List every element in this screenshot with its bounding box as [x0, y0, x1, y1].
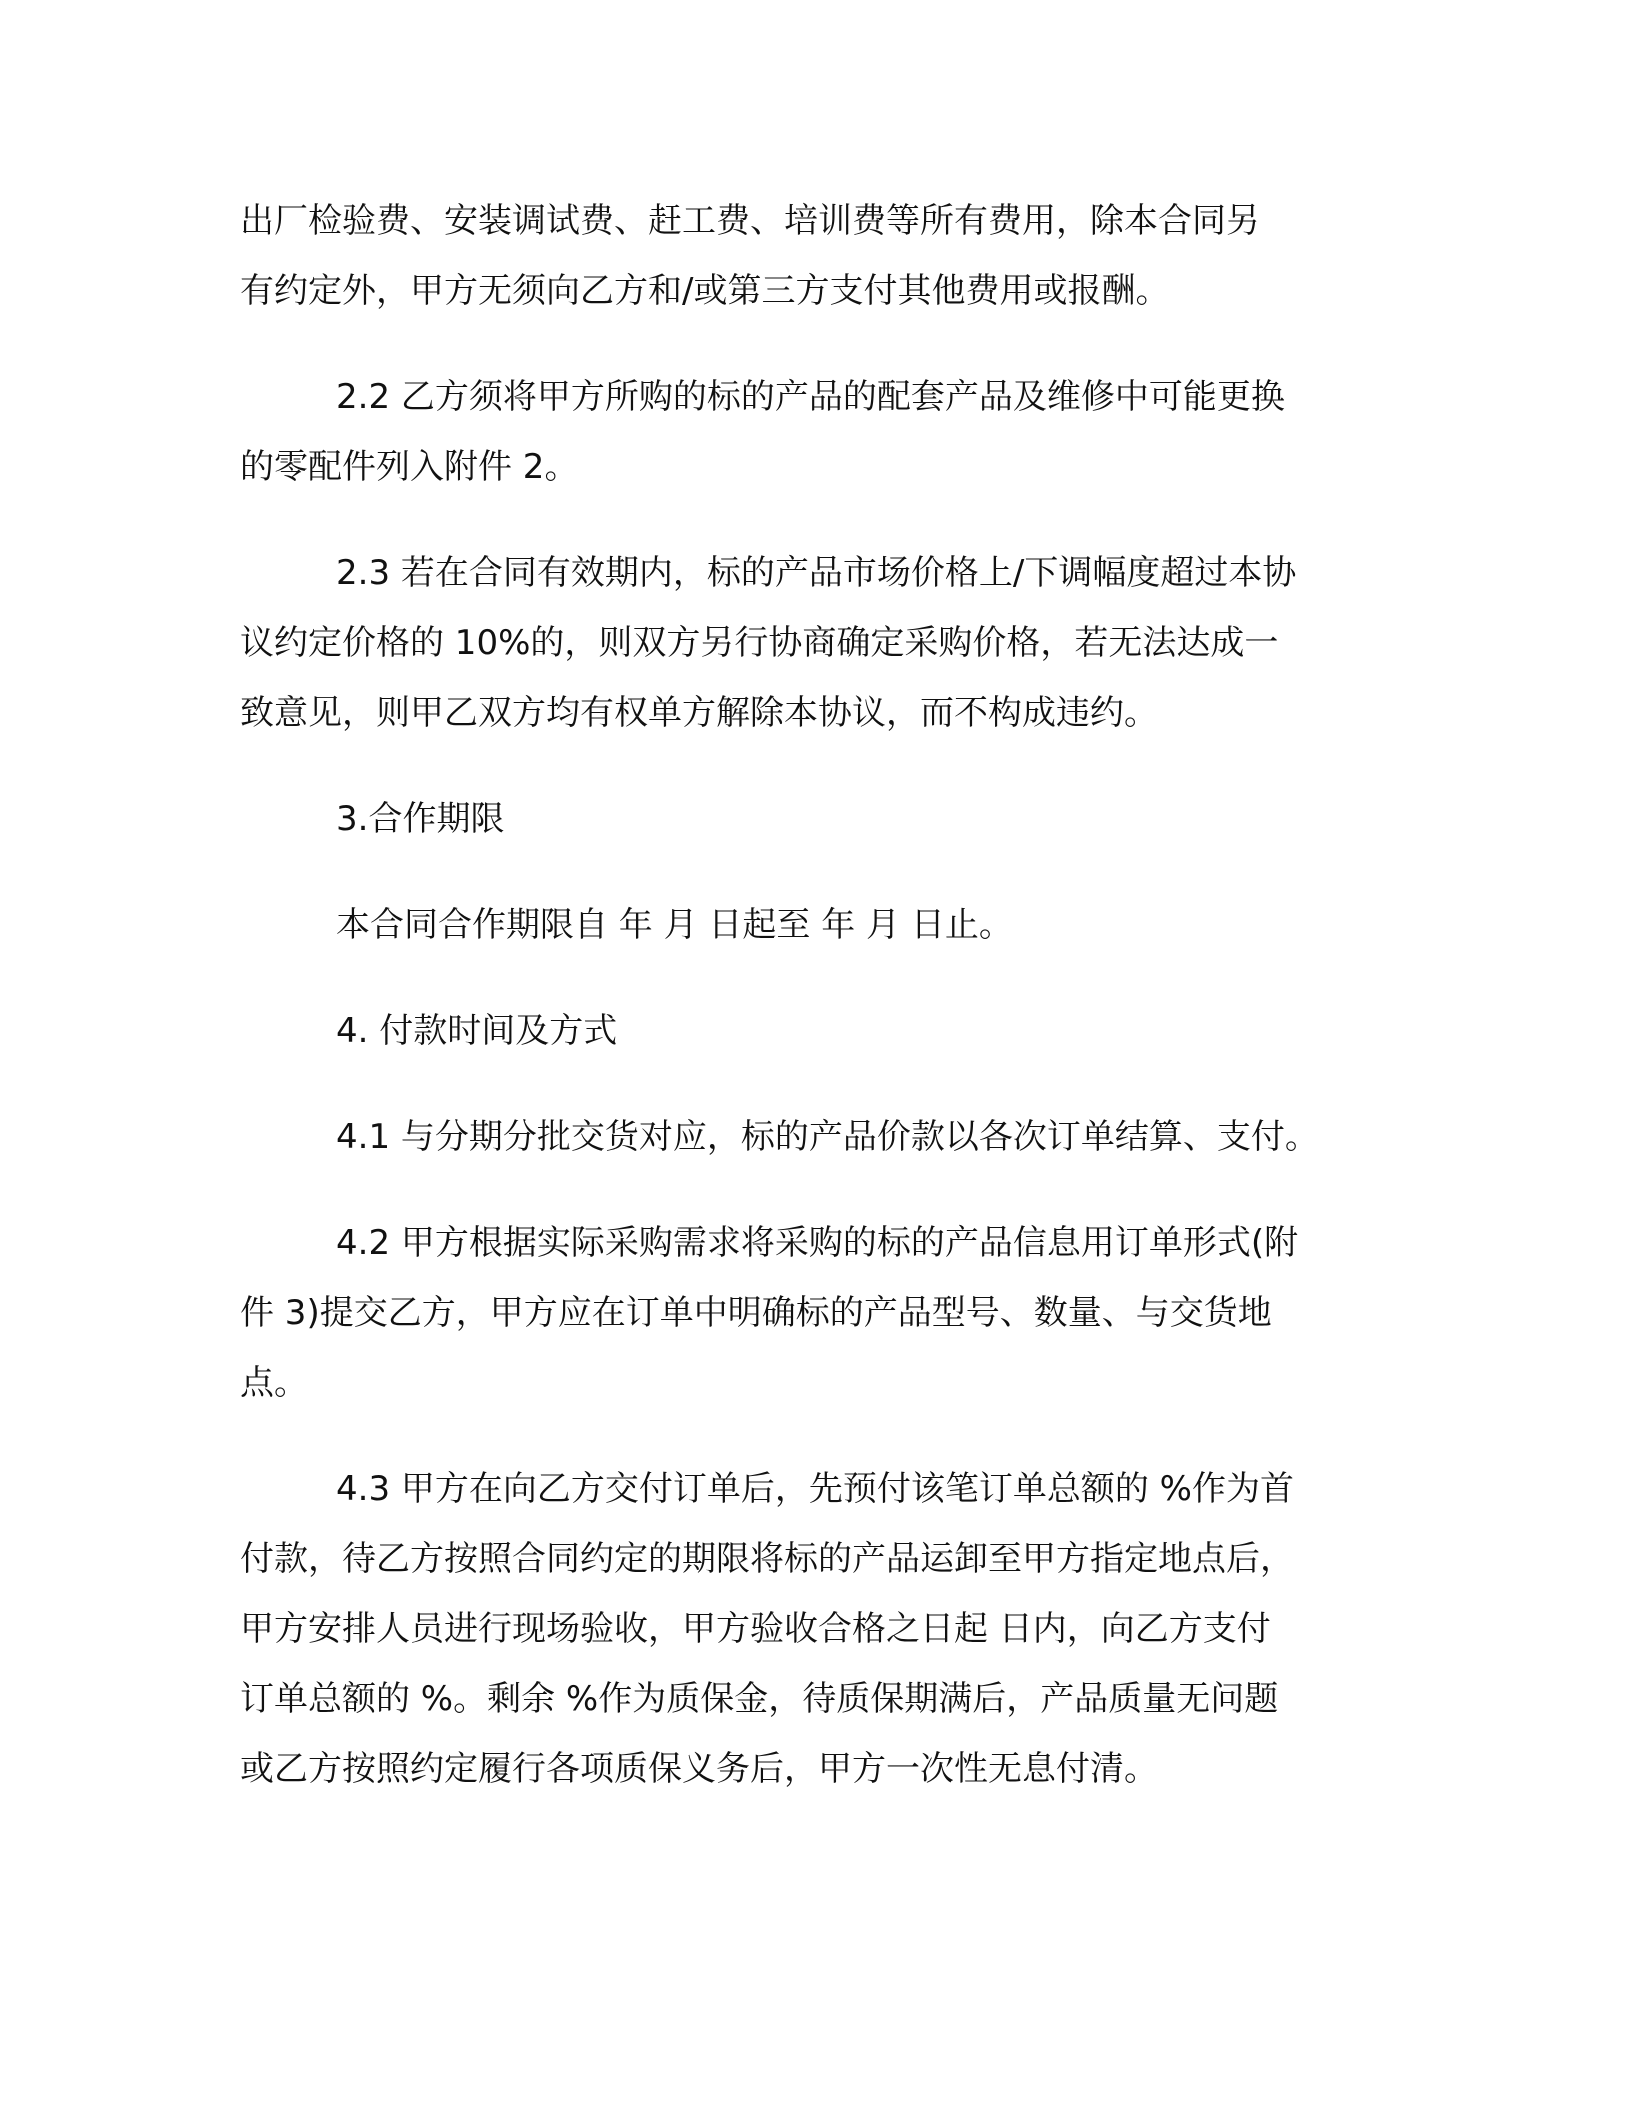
text-line: 2.2 乙方须将甲方所购的标的产品的配套产品及维修中可能更换 [336, 377, 1285, 417]
text-line: 订单总额的 %。剩余 %作为质保金，待质保期满后，产品质量无问题 [240, 1679, 1279, 1719]
text-line: 点。 [240, 1363, 308, 1403]
paragraph-p-4-3 [240, 1454, 1390, 1804]
text-line: 议约定价格的 10%的，则双方另行协商确定采购价格，若无法达成一 [240, 623, 1279, 663]
text-line: 出厂检验费、安装调试费、赶工费、培训费等所有费用，除本合同另 [240, 201, 1260, 241]
paragraph-p-3-title [240, 784, 1390, 854]
text-line: 付款，待乙方按照合同约定的期限将标的产品运卸至甲方指定地点后， [240, 1539, 1294, 1579]
text-line: 的零配件列入附件 2。 [240, 447, 579, 487]
text-line: 有约定外，甲方无须向乙方和/或第三方支付其他费用或报酬。 [240, 271, 1170, 311]
paragraph-p-4-title [240, 996, 1390, 1066]
paragraph-p-2-3 [240, 538, 1390, 748]
paragraph-p-fees [240, 186, 1390, 326]
text-line: 4.1 与分期分批交货对应，标的产品价款以各次订单结算、支付。 [336, 1117, 1319, 1157]
text-line: 4.2 甲方根据实际采购需求将采购的标的产品信息用订单形式(附 [336, 1223, 1299, 1263]
text-line: 件 3)提交乙方，甲方应在订单中明确标的产品型号、数量、与交货地 [240, 1293, 1272, 1333]
text-line: 或乙方按照约定履行各项质保义务后，甲方一次性无息付清。 [240, 1749, 1158, 1789]
text-line: 致意见，则甲乙双方均有权单方解除本协议，而不构成违约。 [240, 693, 1158, 733]
paragraph-p-3-body [240, 890, 1390, 960]
text-line: 3.合作期限 [336, 799, 505, 839]
paragraph-p-4-1 [240, 1102, 1390, 1172]
paragraph-p-2-2 [240, 362, 1390, 502]
paragraph-p-4-2 [240, 1208, 1390, 1418]
text-line: 4. 付款时间及方式 [336, 1011, 618, 1051]
text-line: 本合同合作期限自 年 月 日起至 年 月 日止。 [336, 905, 1013, 945]
text-line: 4.3 甲方在向乙方交付订单后，先预付该笔订单总额的 %作为首 [336, 1469, 1294, 1509]
text-line: 2.3 若在合同有效期内，标的产品市场价格上/下调幅度超过本协 [336, 553, 1297, 593]
document-body [240, 186, 1390, 1840]
text-line: 甲方安排人员进行现场验收，甲方验收合格之日起 日内，向乙方支付 [240, 1609, 1271, 1649]
